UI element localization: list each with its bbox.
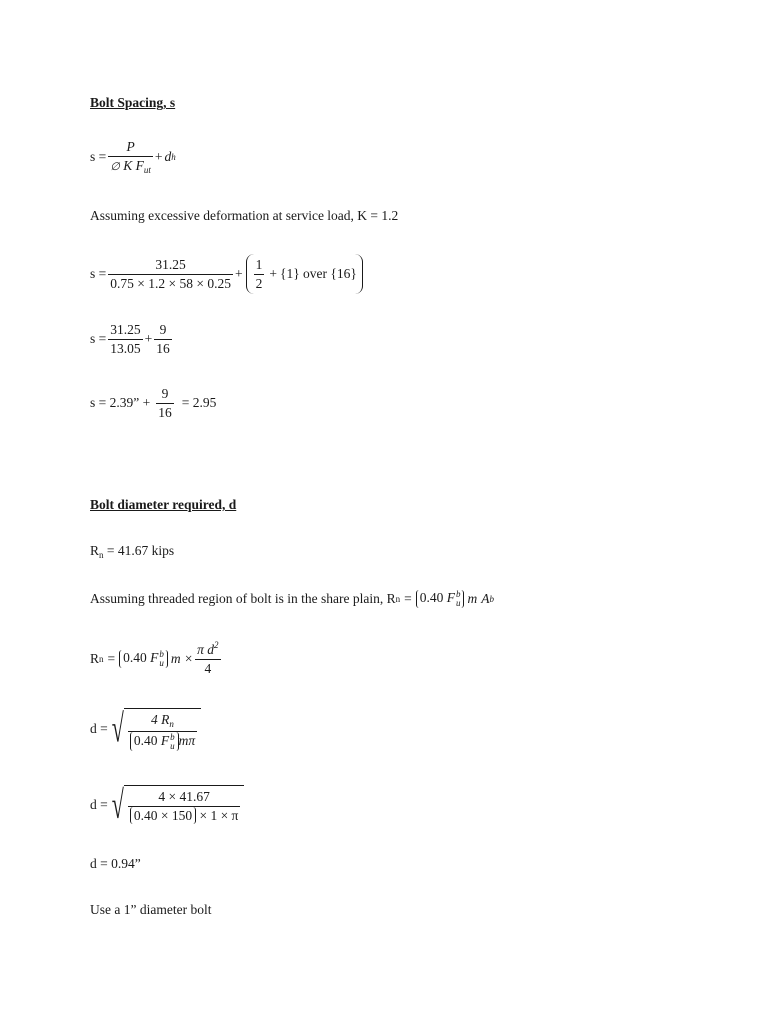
eq-lhs: s = (90, 331, 107, 347)
r-subscript: n (99, 550, 104, 560)
d-symbol: d (164, 149, 172, 165)
numerator: 4 × 41.67 (158, 789, 210, 804)
fraction (154, 321, 172, 357)
coefficient: 0.40 (133, 732, 158, 748)
numerator: P (126, 139, 135, 154)
f-scripts (159, 650, 164, 668)
radicand (124, 785, 245, 824)
fraction (128, 788, 241, 824)
result-text: d = 0.94” (90, 856, 141, 871)
parenthesis-group (119, 650, 168, 668)
fraction (128, 711, 197, 751)
eq-lhs: s = (90, 266, 107, 282)
eq-rhs: = 2.95 (181, 395, 217, 411)
subscript: u (159, 657, 164, 668)
superscript: b (159, 648, 164, 659)
parenthesis-group (130, 732, 179, 751)
numerator (195, 640, 220, 659)
r-subscript: n (99, 653, 104, 664)
eq-lhs: s = (90, 149, 107, 165)
equation-spacing-simplified (90, 321, 174, 357)
equation-rn-area (90, 640, 223, 677)
equals-sign: = (107, 650, 116, 666)
parenthesis-group: 0.40 × 150 (130, 807, 196, 825)
conclusion-text: Use a 1” diameter bolt (90, 902, 212, 917)
rn-text: = 41.67 kips (106, 543, 175, 558)
equation-spacing-result (90, 385, 216, 421)
denominator: 13.05 (110, 340, 141, 356)
equation-spacing-formula (90, 138, 176, 176)
radicand (124, 708, 201, 751)
numerator: 1 (255, 257, 263, 272)
k-symbol: K (123, 157, 133, 173)
radical-sign: √ (111, 705, 124, 751)
subscript: u (455, 598, 461, 608)
eq-lhs: s = 2.39” + (90, 395, 151, 411)
assumption-text: Assuming threaded region of bolt is in the share plain, R (90, 591, 396, 606)
equation-spacing-substituted (90, 254, 363, 294)
fraction (108, 256, 233, 292)
denominator (108, 156, 153, 177)
m-symbol: m (467, 591, 478, 606)
d-subscript: h (171, 152, 176, 163)
radical-sign: √ (111, 781, 124, 827)
numerator (128, 711, 197, 731)
f-symbol: F (160, 732, 170, 748)
pi-d: π d (197, 642, 215, 657)
fraction (195, 640, 220, 677)
denominator (128, 731, 197, 751)
superscript: b (455, 589, 461, 599)
subscript: n (169, 719, 174, 729)
f-scripts (170, 733, 175, 751)
denominator: 16 (158, 404, 172, 420)
denominator: 0.75 × 1.2 × 58 × 0.25 (110, 275, 231, 291)
coefficient: 0.40 (419, 590, 444, 606)
a-symbol: A (481, 591, 490, 606)
plus-sign: + (234, 266, 243, 282)
eq-lhs: d = (90, 796, 108, 812)
r-subscript: n (395, 594, 401, 604)
equation-d-symbolic (90, 705, 201, 751)
superscript: b (170, 731, 175, 742)
numerator-text: 4 R (151, 712, 170, 727)
section-heading-bolt-diameter: Bolt diameter required, d (90, 497, 237, 512)
square-root (111, 781, 245, 827)
plus-sign: + (269, 266, 277, 282)
denominator-tail: × 1 × π (199, 807, 239, 823)
numerator: 31.25 (110, 322, 141, 337)
f-symbol: F (150, 649, 159, 665)
f-scripts (456, 590, 461, 608)
denominator (128, 806, 241, 825)
m-symbol: m × (170, 650, 194, 666)
phi-symbol: ∅ (110, 160, 120, 173)
eq-lhs: d = (90, 721, 108, 737)
r-symbol: R (90, 543, 100, 558)
numerator: 9 (159, 322, 167, 337)
assumption-text: Assuming excessive deformation at service load, K = 1.2 (90, 208, 399, 223)
fraction (108, 321, 142, 357)
equals-sign: = (404, 591, 412, 606)
equation-d-numeric (90, 781, 244, 827)
a-subscript: b (489, 594, 494, 604)
numerator: 9 (161, 386, 169, 401)
denominator: 2 (255, 275, 263, 291)
f-subscript: ut (143, 164, 151, 175)
parenthesis-group (416, 590, 465, 608)
r-symbol: R (90, 650, 100, 666)
superscript: 2 (214, 640, 219, 650)
m-pi: mπ (178, 732, 196, 748)
rn-value (90, 543, 174, 560)
plus-sign: + (154, 149, 163, 165)
section-heading-bolt-spacing: Bolt Spacing, s (90, 95, 176, 110)
fraction-half (254, 256, 265, 292)
raw-expression: {1} over {16} (279, 266, 357, 282)
fraction (156, 385, 174, 421)
denominator: 4 (195, 659, 220, 678)
fraction (108, 138, 153, 176)
subscript: u (170, 740, 175, 751)
parenthesis-group (246, 254, 363, 294)
coefficient: 0.40 (123, 649, 147, 665)
f-symbol: F (446, 590, 455, 606)
denominator: 16 (156, 340, 170, 356)
numerator: 31.25 (155, 257, 186, 272)
f-symbol: F (135, 157, 144, 173)
plus-sign: + (144, 331, 153, 347)
square-root (111, 705, 201, 751)
assumption-threaded (90, 590, 494, 608)
